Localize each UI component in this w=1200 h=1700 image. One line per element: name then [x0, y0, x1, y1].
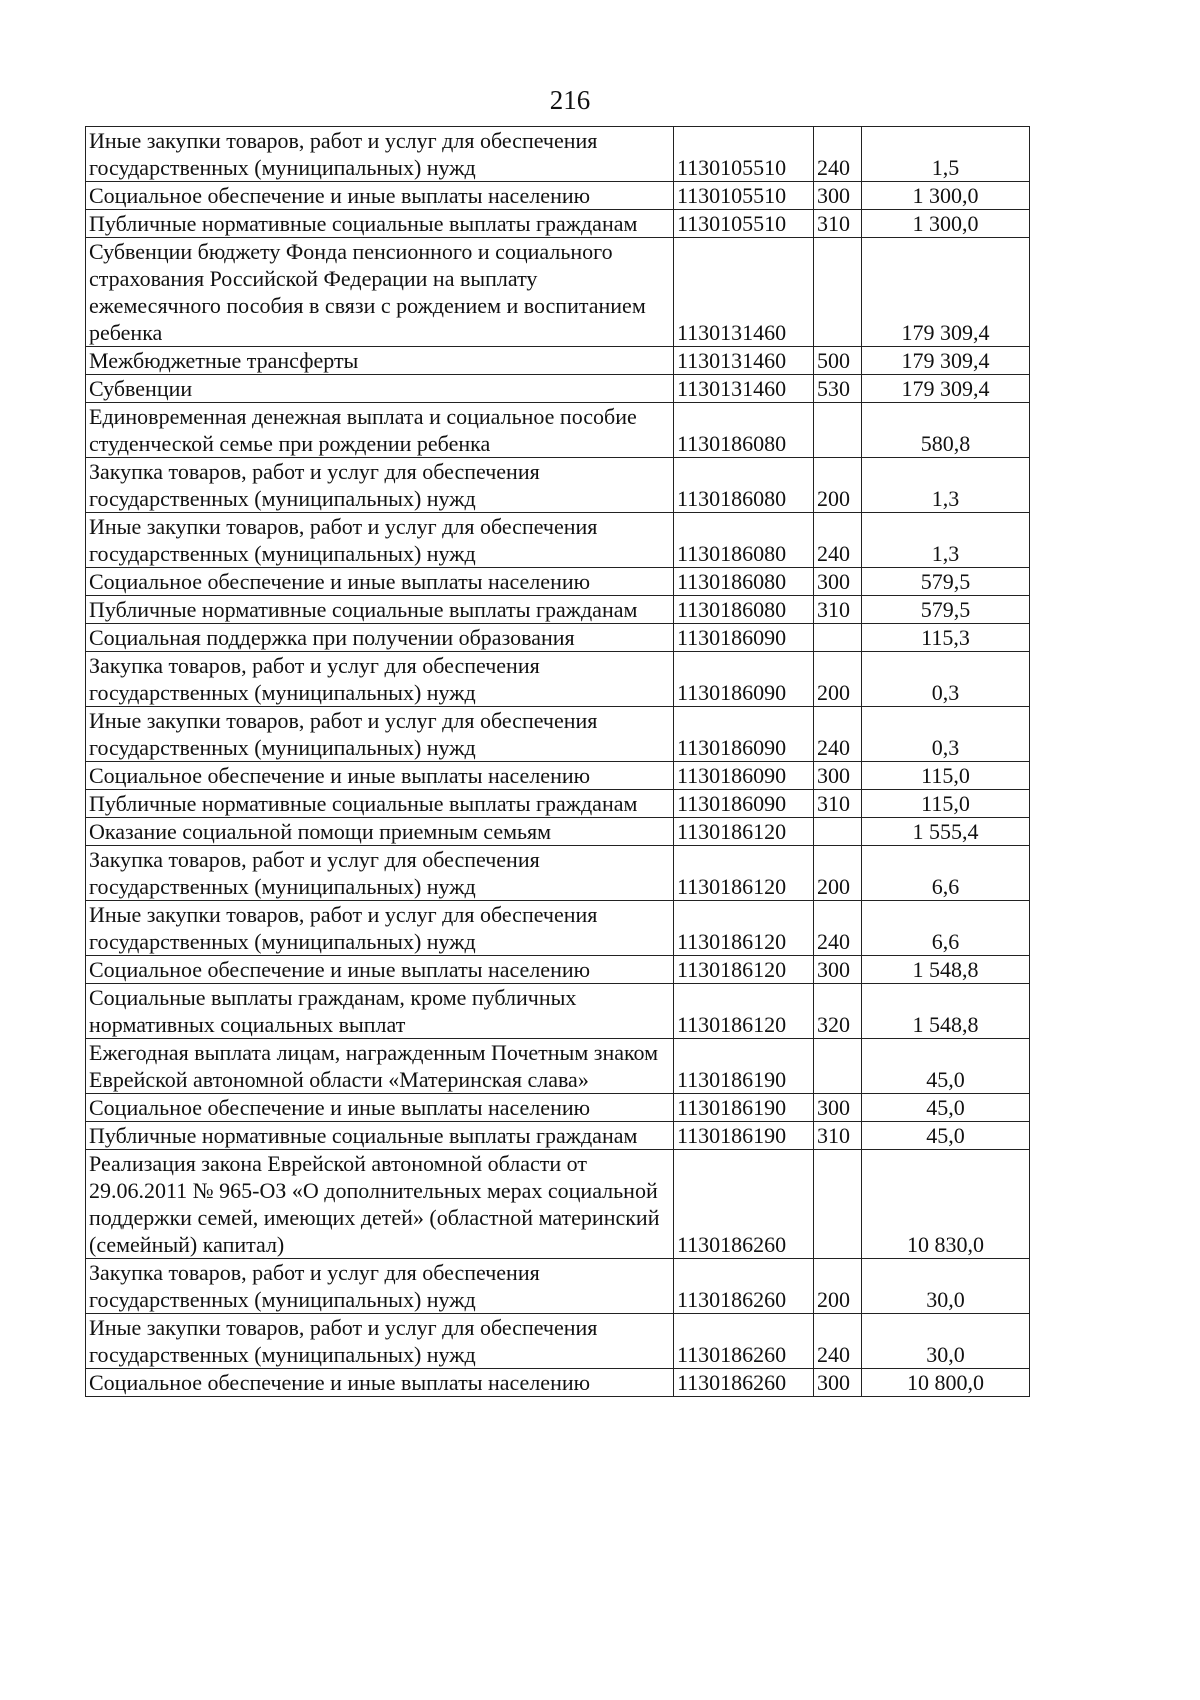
- row-code-cell: 1130186080: [674, 596, 814, 624]
- row-kvr-cell: 200: [814, 1259, 862, 1314]
- row-kvr-cell: [814, 818, 862, 846]
- row-code-cell: 1130186260: [674, 1259, 814, 1314]
- row-code-cell: 1130186120: [674, 818, 814, 846]
- table-row: [86, 846, 1030, 901]
- row-code-cell: 1130186120: [674, 901, 814, 956]
- row-sum-cell: 45,0: [862, 1122, 1030, 1150]
- row-name-cell: Социальное обеспечение и иные выплаты населению: [86, 1369, 674, 1397]
- row-sum-cell: 1 548,8: [862, 984, 1030, 1039]
- table-row: [86, 347, 1030, 375]
- row-name-cell: Закупка товаров, работ и услуг для обеспечения государственных (муниципальных) нужд: [86, 652, 674, 707]
- row-sum-cell: 1,3: [862, 458, 1030, 513]
- row-sum-cell: 1,5: [862, 127, 1030, 182]
- table-row: [86, 790, 1030, 818]
- row-kvr-cell: 300: [814, 762, 862, 790]
- row-kvr-cell: 240: [814, 707, 862, 762]
- row-name-cell: Социальные выплаты гражданам, кроме публичных нормативных социальных выплат: [86, 984, 674, 1039]
- table-row: [86, 127, 1030, 182]
- row-kvr-cell: 300: [814, 1094, 862, 1122]
- budget-table-body: [86, 127, 1030, 1397]
- row-name-cell: Закупка товаров, работ и услуг для обеспечения государственных (муниципальных) нужд: [86, 458, 674, 513]
- table-row: [86, 1150, 1030, 1259]
- row-name-cell: Социальное обеспечение и иные выплаты населению: [86, 568, 674, 596]
- row-sum-cell: 580,8: [862, 403, 1030, 458]
- row-code-cell: 1130131460: [674, 347, 814, 375]
- row-kvr-cell: 240: [814, 513, 862, 568]
- row-kvr-cell: 200: [814, 846, 862, 901]
- row-name-cell: Публичные нормативные социальные выплаты гражданам: [86, 210, 674, 238]
- row-kvr-cell: 530: [814, 375, 862, 403]
- row-kvr-cell: 200: [814, 458, 862, 513]
- table-row: [86, 403, 1030, 458]
- row-name-cell: Единовременная денежная выплата и социальное пособие студенческой семье при рождении ребенка: [86, 403, 674, 458]
- row-kvr-cell: [814, 1039, 862, 1094]
- row-sum-cell: 1,3: [862, 513, 1030, 568]
- row-code-cell: 1130186080: [674, 458, 814, 513]
- row-name-cell: Публичные нормативные социальные выплаты гражданам: [86, 790, 674, 818]
- table-row: [86, 707, 1030, 762]
- row-sum-cell: 115,0: [862, 762, 1030, 790]
- row-name-cell: Межбюджетные трансферты: [86, 347, 674, 375]
- row-code-cell: 1130131460: [674, 238, 814, 347]
- row-name-cell: Социальное обеспечение и иные выплаты населению: [86, 1094, 674, 1122]
- row-sum-cell: 6,6: [862, 846, 1030, 901]
- table-row: [86, 1259, 1030, 1314]
- row-sum-cell: 115,0: [862, 790, 1030, 818]
- row-name-cell: Социальное обеспечение и иные выплаты населению: [86, 182, 674, 210]
- row-name-cell: Социальное обеспечение и иные выплаты населению: [86, 762, 674, 790]
- table-row: [86, 375, 1030, 403]
- row-sum-cell: 1 300,0: [862, 210, 1030, 238]
- row-name-cell: Субвенции бюджету Фонда пенсионного и социального страхования Российской Федерации на выплату ежемесячного пособия в связи с рождением и воспитанием ребенка: [86, 238, 674, 347]
- row-sum-cell: 1 548,8: [862, 956, 1030, 984]
- row-sum-cell: 10 830,0: [862, 1150, 1030, 1259]
- row-kvr-cell: [814, 1150, 862, 1259]
- row-sum-cell: 179 309,4: [862, 238, 1030, 347]
- table-row: [86, 1039, 1030, 1094]
- row-sum-cell: 1 555,4: [862, 818, 1030, 846]
- row-kvr-cell: 240: [814, 1314, 862, 1369]
- row-code-cell: 1130186090: [674, 652, 814, 707]
- row-code-cell: 1130186080: [674, 403, 814, 458]
- row-sum-cell: 30,0: [862, 1259, 1030, 1314]
- row-kvr-cell: 310: [814, 210, 862, 238]
- table-row: [86, 652, 1030, 707]
- row-code-cell: 1130186260: [674, 1369, 814, 1397]
- row-sum-cell: 579,5: [862, 568, 1030, 596]
- row-name-cell: Иные закупки товаров, работ и услуг для обеспечения государственных (муниципальных) нужд: [86, 1314, 674, 1369]
- row-sum-cell: 6,6: [862, 901, 1030, 956]
- row-name-cell: Закупка товаров, работ и услуг для обеспечения государственных (муниципальных) нужд: [86, 846, 674, 901]
- row-name-cell: Социальное обеспечение и иные выплаты населению: [86, 956, 674, 984]
- row-name-cell: Публичные нормативные социальные выплаты гражданам: [86, 1122, 674, 1150]
- row-name-cell: Иные закупки товаров, работ и услуг для обеспечения государственных (муниципальных) нужд: [86, 513, 674, 568]
- table-row: [86, 1369, 1030, 1397]
- table-row: [86, 568, 1030, 596]
- row-sum-cell: 0,3: [862, 652, 1030, 707]
- row-code-cell: 1130186190: [674, 1094, 814, 1122]
- table-row: [86, 1122, 1030, 1150]
- row-code-cell: 1130186090: [674, 624, 814, 652]
- table-row: [86, 238, 1030, 347]
- row-sum-cell: 1 300,0: [862, 182, 1030, 210]
- row-code-cell: 1130186120: [674, 846, 814, 901]
- row-name-cell: Социальная поддержка при получении образования: [86, 624, 674, 652]
- row-kvr-cell: 300: [814, 956, 862, 984]
- row-code-cell: 1130186120: [674, 956, 814, 984]
- row-code-cell: 1130186080: [674, 568, 814, 596]
- row-name-cell: Закупка товаров, работ и услуг для обеспечения государственных (муниципальных) нужд: [86, 1259, 674, 1314]
- table-row: [86, 458, 1030, 513]
- row-name-cell: Оказание социальной помощи приемным семьям: [86, 818, 674, 846]
- row-sum-cell: 45,0: [862, 1039, 1030, 1094]
- row-name-cell: Иные закупки товаров, работ и услуг для обеспечения государственных (муниципальных) нужд: [86, 707, 674, 762]
- row-name-cell: Иные закупки товаров, работ и услуг для обеспечения государственных (муниципальных) нужд: [86, 127, 674, 182]
- row-kvr-cell: 240: [814, 901, 862, 956]
- table-row: [86, 901, 1030, 956]
- row-kvr-cell: [814, 624, 862, 652]
- table-row: [86, 1314, 1030, 1369]
- row-sum-cell: 115,3: [862, 624, 1030, 652]
- row-code-cell: 1130105510: [674, 127, 814, 182]
- row-sum-cell: 45,0: [862, 1094, 1030, 1122]
- row-kvr-cell: 310: [814, 596, 862, 624]
- table-row: [86, 762, 1030, 790]
- row-sum-cell: 30,0: [862, 1314, 1030, 1369]
- budget-table: [85, 126, 1030, 1397]
- row-sum-cell: 179 309,4: [862, 347, 1030, 375]
- row-code-cell: 1130131460: [674, 375, 814, 403]
- row-kvr-cell: 300: [814, 568, 862, 596]
- table-row: [86, 624, 1030, 652]
- row-code-cell: 1130186090: [674, 762, 814, 790]
- row-sum-cell: 0,3: [862, 707, 1030, 762]
- row-code-cell: 1130186120: [674, 984, 814, 1039]
- row-code-cell: 1130186090: [674, 707, 814, 762]
- row-sum-cell: 579,5: [862, 596, 1030, 624]
- row-kvr-cell: 310: [814, 1122, 862, 1150]
- table-row: [86, 513, 1030, 568]
- row-kvr-cell: [814, 403, 862, 458]
- table-row: [86, 210, 1030, 238]
- row-code-cell: 1130186080: [674, 513, 814, 568]
- table-row: [86, 596, 1030, 624]
- row-code-cell: 1130186260: [674, 1314, 814, 1369]
- row-name-cell: Иные закупки товаров, работ и услуг для обеспечения государственных (муниципальных) нужд: [86, 901, 674, 956]
- row-name-cell: Реализация закона Еврейской автономной области от 29.06.2011 № 965-ОЗ «О дополнительных мерах социальной поддержки семей, имеющих детей» (областной материнский (семейный) капитал): [86, 1150, 674, 1259]
- row-sum-cell: 10 800,0: [862, 1369, 1030, 1397]
- row-code-cell: 1130186190: [674, 1039, 814, 1094]
- table-row: [86, 182, 1030, 210]
- row-name-cell: Субвенции: [86, 375, 674, 403]
- row-kvr-cell: 240: [814, 127, 862, 182]
- row-kvr-cell: 320: [814, 984, 862, 1039]
- row-kvr-cell: 300: [814, 1369, 862, 1397]
- row-name-cell: Ежегодная выплата лицам, награжденным Почетным знаком Еврейской автономной области «Материнская слава»: [86, 1039, 674, 1094]
- row-kvr-cell: [814, 238, 862, 347]
- row-code-cell: 1130105510: [674, 210, 814, 238]
- row-kvr-cell: 200: [814, 652, 862, 707]
- table-row: [86, 1094, 1030, 1122]
- row-code-cell: 1130186090: [674, 790, 814, 818]
- row-sum-cell: 179 309,4: [862, 375, 1030, 403]
- row-name-cell: Публичные нормативные социальные выплаты гражданам: [86, 596, 674, 624]
- row-kvr-cell: 300: [814, 182, 862, 210]
- table-row: [86, 818, 1030, 846]
- table-row: [86, 984, 1030, 1039]
- row-kvr-cell: 310: [814, 790, 862, 818]
- page-number: 216: [549, 85, 591, 115]
- table-row: [86, 956, 1030, 984]
- row-kvr-cell: 500: [814, 347, 862, 375]
- row-code-cell: 1130105510: [674, 182, 814, 210]
- row-code-cell: 1130186190: [674, 1122, 814, 1150]
- row-code-cell: 1130186260: [674, 1150, 814, 1259]
